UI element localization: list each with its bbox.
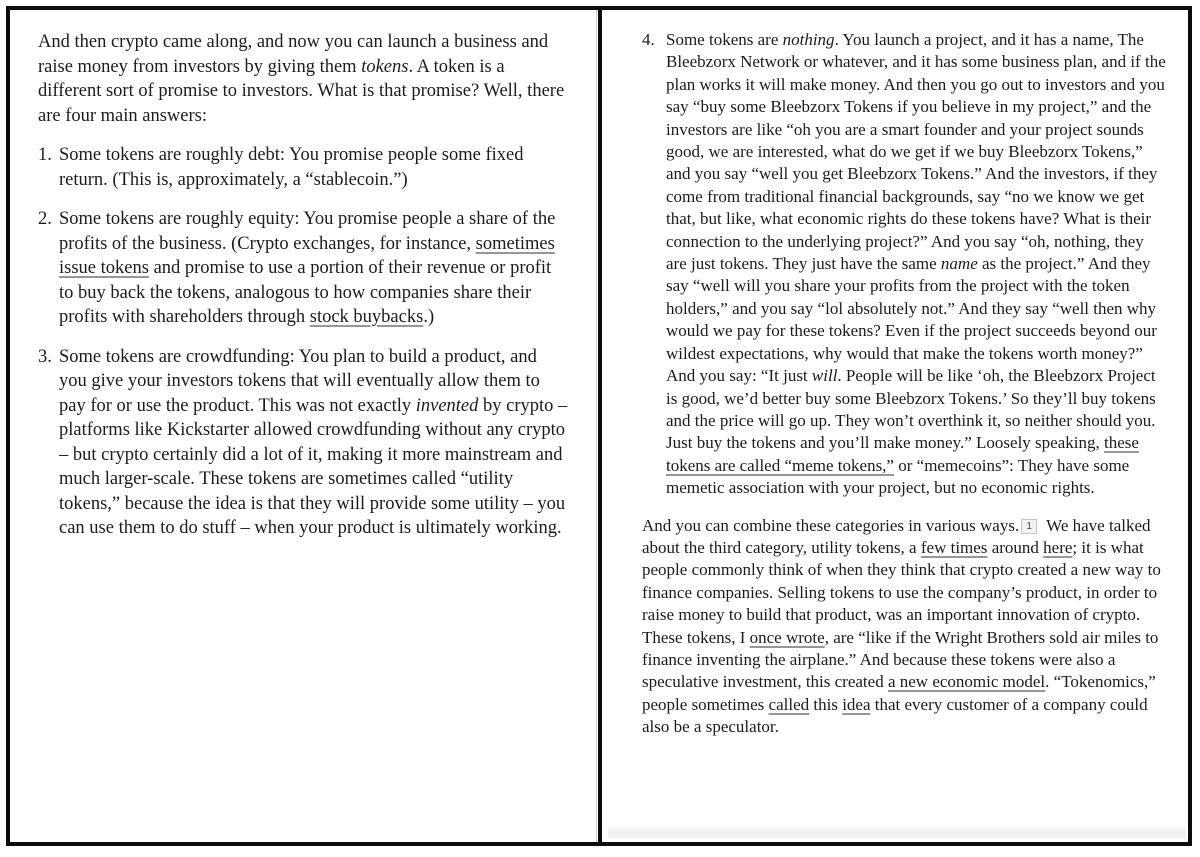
italic-text: invented [415, 395, 479, 416]
inline-link[interactable]: once wrote [749, 627, 825, 647]
text-run: ; it is what people commonly think of when they think that crypto created a new way to finance companies. Selling tokens to use the company’s product, in order to raise money to build that product, was an important innovation of crypto. These tokens, I [642, 537, 1161, 647]
text-run: . People will be like ‘oh, the Bleebzorx Project is good, we’d better buy some Bleebzorx Tokens.’ So they’ll buy tokens and the price will go up. They won’t overthink it, so neither should you. Just buy the tokens and you’ll make money.” Loosely speaking, [666, 366, 1156, 453]
text-run: Some tokens are [666, 30, 783, 49]
text-run: . You launch a project, and it has a name, The Bleebzorx Network or whatever, and it has some business plan, and if the plan works it will make money. And then you go out to investors and you say “buy some Bleebzorx Tokens if you believe in my project,” and the investors are like “oh you are a smart founder and your project sounds good, we are interested, what do we get if we buy Bleebzorx Tokens,” and you say “well you get Bleebzorx Tokens.” And the investors, if they come from traditional financial backgrounds, say “no we know we get that, but like, what economic rights do these tokens have? What is their connection to the underlying project?” And you say “oh, nothing, they are just tokens. They just have the same [666, 30, 1166, 274]
text-run: . “Tokenomics,” people sometimes [642, 672, 1156, 714]
document-frame [6, 6, 1192, 846]
bottom-fade [608, 824, 1186, 839]
list-item-text [59, 207, 568, 330]
left-page [10, 10, 596, 842]
text-run: Some tokens are roughly equity: You promise people a share of the profits of the business. (Crypto exchanges, for instance, [59, 209, 556, 254]
list-item-4 [642, 29, 1168, 500]
text-run: by crypto – platforms like Kickstarter allowed crowdfunding without any crypto – but crypto certainly did a lot of it, making it more mainstream and much larger-scale. These tokens are sometimes called “utility tokens,” because the idea is that they will provide some utility – you can use them to do stuff – when your product is ultimately working. [59, 395, 568, 538]
text-run: around [987, 537, 1044, 557]
list-item-1 [38, 143, 568, 192]
text-run: and promise to use a portion of their revenue or profit to buy back the tokens, analogous to how companies share their profits with shareholders through [59, 258, 552, 327]
inline-link[interactable]: here [1043, 537, 1073, 557]
inline-link[interactable]: a new economic model [887, 672, 1046, 692]
text-run: Some tokens are roughly debt: You promise people some fixed return. (This is, approximately, a “stablecoin.”) [59, 145, 524, 190]
list-item-text [59, 143, 568, 192]
footnote-ref[interactable]: 1 [1021, 519, 1037, 534]
closing-paragraph [642, 515, 1168, 739]
italic-text: name [940, 254, 978, 274]
list-item-text [666, 29, 1168, 500]
list-number: 1. [38, 145, 52, 165]
italic-text: tokens [361, 56, 409, 77]
italic-text: nothing [782, 30, 835, 49]
text-run: that every customer of a company could also be a speculator. [642, 694, 1148, 737]
text-run: And you can combine these categories in various ways. [642, 515, 1020, 535]
text-run: . A token is a different sort of promise to investors. What is that promise? Well, there are four main answers: [38, 56, 565, 126]
list-number: 3. [38, 346, 52, 367]
list-number: 2. [38, 209, 52, 229]
inline-link[interactable]: sometimes issue tokens [59, 233, 555, 278]
list-item-2 [38, 207, 568, 330]
text-run: .) [423, 307, 435, 327]
list-number: 4. [642, 30, 655, 49]
intro-paragraph [38, 30, 568, 128]
right-page [602, 10, 1188, 842]
list-item-text [59, 345, 568, 541]
list-item-3 [38, 345, 568, 541]
text-run: or “memecoins”: They have some memetic association with your project, but no economic rights. [666, 455, 1130, 498]
text-run: as the project.” And they say “well will you share your profits from the project with the token holders,” and you say “lol absolutely not.” And they say “well then why would we pay for these tokens? Even if the project succeeds beyond our wildest expectations, why would that make the tokens worth money?” And you say: “It just [666, 254, 1157, 386]
inline-link[interactable]: stock buybacks [309, 307, 424, 327]
italic-text: will [811, 366, 838, 386]
text-run: We have talked about the third category, utility tokens, a [642, 515, 1151, 557]
inline-link[interactable]: few times [920, 537, 988, 557]
inline-link[interactable]: these tokens are called “meme tokens,” [666, 433, 1139, 475]
text-run: And then crypto came along, and now you can launch a business and raise money from investors by giving them [38, 32, 549, 77]
inline-link[interactable]: idea [842, 694, 871, 714]
text-run: Some tokens are crowdfunding: You plan to build a product, and you give your investors tokens that will eventually allow them to pay for or use the product. This was not exactly [59, 346, 540, 416]
inline-link[interactable]: called [768, 694, 810, 714]
text-run: , are “like if the Wright Brothers sold air miles to finance inventing the airplane.” And because these tokens were also a speculative investment, this created [642, 627, 1159, 692]
text-run: this [809, 694, 843, 714]
